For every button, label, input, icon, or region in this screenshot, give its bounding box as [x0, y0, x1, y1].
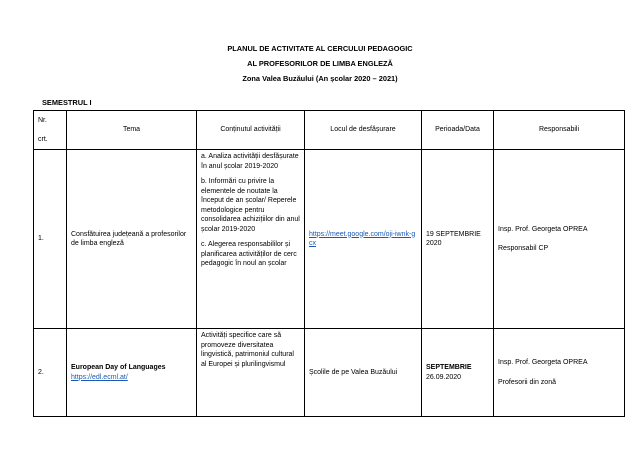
- column-header-nr: Nr. crt.: [34, 111, 67, 150]
- activity-plan-table: [33, 110, 625, 417]
- column-header-perioada: Perioada/Data: [422, 111, 494, 150]
- column-header-responsabili: Responsabili: [494, 111, 625, 150]
- column-header-continut: Conținutul activității: [197, 111, 305, 150]
- edl-link[interactable]: https://edl.ecml.at/: [71, 373, 128, 381]
- plan-subtitle: AL PROFESORILOR DE LIMBA ENGLEZĂ: [247, 59, 393, 68]
- row-number: 2.: [34, 329, 67, 417]
- plan-zone-year: Zona Valea Buzăului (An școlar 2020 – 2021): [242, 74, 398, 83]
- row-tema: Consfătuirea județeană a profesorilor de limba engleză: [67, 150, 197, 329]
- responsabil-role: Responsabil CP: [498, 245, 549, 252]
- tema-title: European Day of Languages: [71, 364, 166, 371]
- table-row: [34, 329, 625, 417]
- row-tema: [67, 329, 197, 417]
- table-row: [34, 150, 625, 329]
- row-locul: [305, 150, 422, 329]
- responsabil-profesori: Profesorii din zonă: [498, 378, 556, 386]
- row-number: 1.: [34, 150, 67, 329]
- row-responsabili: [494, 329, 625, 417]
- column-header-tema: Tema: [67, 111, 197, 150]
- row-continut: [197, 150, 305, 329]
- row-perioada: [422, 329, 494, 417]
- continut-item-b: b. Informări cu privire la elementele de noutate la început de an școlar/ Reperele metodologice pentru consolidarea achizițiilor din anul școlar 2019-2020: [201, 178, 300, 233]
- column-header-locul: Locul de desfășurare: [305, 111, 422, 150]
- table-header-row: [34, 111, 625, 150]
- responsabil-inspector: Insp. Prof. Georgeta OPREA: [498, 359, 588, 366]
- row-responsabili: [494, 150, 625, 329]
- responsabil-inspector: Insp. Prof. Georgeta OPREA: [498, 225, 588, 233]
- perioada-month: SEPTEMBRIE: [426, 364, 472, 371]
- continut-item-a: a. Analiza activității desfășurate în anul școlar 2019-2020: [201, 153, 299, 170]
- perioada-date: 26.09.2020: [426, 373, 462, 381]
- row-perioada: 19 SEPTEMBRIE 2020: [422, 150, 494, 329]
- row-locul: Școlile de pe Valea Buzăului: [305, 329, 422, 417]
- semester-heading: SEMESTRUL I: [42, 98, 92, 107]
- continut-item-c: c. Alegerea responsabililor și planificarea activităților de cerc pedagogic în noul an școlar: [201, 241, 297, 267]
- plan-title: PLANUL DE ACTIVITATE AL CERCULUI PEDAGOGIC: [227, 44, 413, 53]
- meet-link[interactable]: https://meet.google.com/oji-iwnk-gcx: [309, 230, 416, 247]
- row-continut: Activități specifice care să promoveze diversitatea lingvistică, patrimoniul cultural al Europei și plurilingvismul: [197, 329, 305, 417]
